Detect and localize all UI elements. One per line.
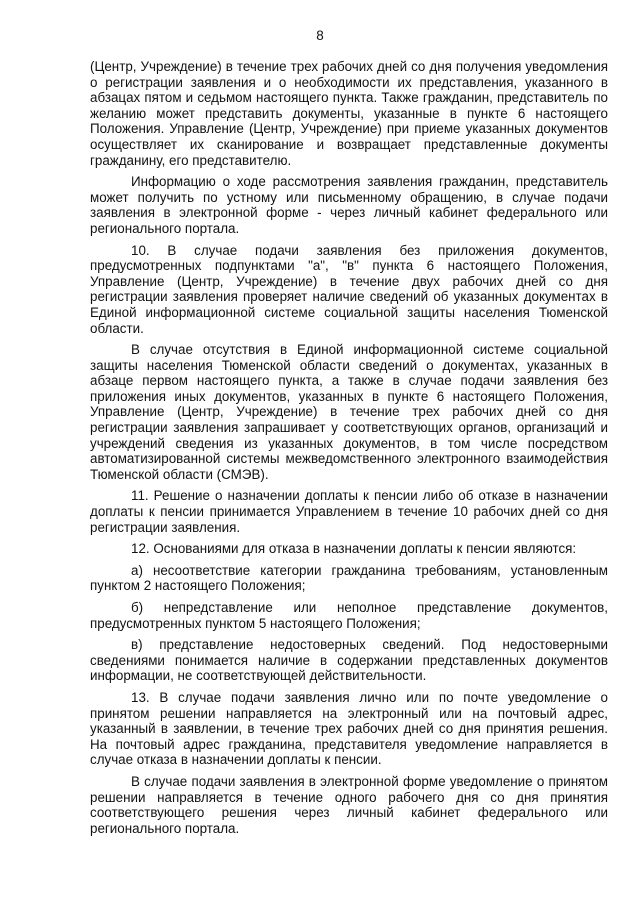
paragraph-continuation: (Центр, Учреждение) в течение трех рабочих дней со дня получения уведомления о регистрации заявления и о необходимости их представления, указанного в абзацах пятом и седьмом настоящего пункта. Также гражданин, представитель по желанию может представить документы, указанные в пункте 6 настоящего Положения. Управление (Центр, Учреждение) при приеме указанных документов осуществляет их сканирование и возвращает представленные документы гражданину, его представителю. [90,59,608,168]
document-body [90,59,608,842]
page-number: 8 [316,28,324,43]
paragraph-item-10-missing-info: В случае отсутствия в Единой информационной системе социальной защиты населения Тюменской области сведений о документах, указанных в абзаце первом настоящего пункта, а также в случае подачи заявления без приложения иных документов, указанных в пункте 6 настоящего Положения, Управление (Центр, Учреждение) в течение трех рабочих дней со дня регистрации заявления запрашивает у соответствующих органов, организаций и учреждений сведения из указанных документов, в том числе посредством автоматизированной системы межведомственного электронного взаимодействия Тюменской области (СМЭВ). [90,342,608,482]
paragraph-item-10: 10. В случае подачи заявления без приложения документов, предусмотренных подпунктами "а", "в" пункта 6 настоящего Положения, Управление (Центр, Учреждение) в течение двух рабочих дней со дня регистрации заявления проверяет наличие сведений об указанных документах в Единой информационной системе социальной защиты населения Тюменской области. [90,242,608,336]
paragraph-item-11: 11. Решение о назначении доплаты к пенсии либо об отказе в назначении доплаты к пенсии принимается Управлением в течение 10 рабочих дней со дня регистрации заявления. [90,488,608,535]
paragraph-item-13-electronic: В случае подачи заявления в электронной форме уведомление о принятом решении направляется в течение одного рабочего дня со дня принятия соответствующего решения через личный кабинет федерального или регионального портала. [90,773,608,836]
paragraph-item-12-v: в) представление недостоверных сведений. Под недостоверными сведениями понимается наличие в содержании представленных документов информации, не соответствующей действительности. [90,637,608,684]
paragraph-status-info: Информацию о ходе рассмотрения заявления гражданин, представитель может получить по устному или письменному обращению, в случае подачи заявления в электронной форме - через личный кабинет федерального или регионального портала. [90,174,608,236]
paragraph-item-12-b: б) непредставление или неполное представление документов, предусмотренных пунктом 5 настоящего Положения; [90,600,608,631]
paragraph-item-12: 12. Основаниями для отказа в назначении доплаты к пенсии являются: [131,541,577,557]
paragraph-item-12-a: а) несоответствие категории гражданина требованиям, установленным пунктом 2 настоящего Положения; [90,562,608,594]
paragraph-item-13: 13. В случае подачи заявления лично или по почте уведомление о принятом решении направляется на электронный или на почтовый адрес, указанный в заявлении, в течение трех рабочих дней со дня принятия решения. На почтовый адрес гражданина, представителя уведомление направляется в случае отказа в назначении доплаты к пенсии. [90,689,608,768]
